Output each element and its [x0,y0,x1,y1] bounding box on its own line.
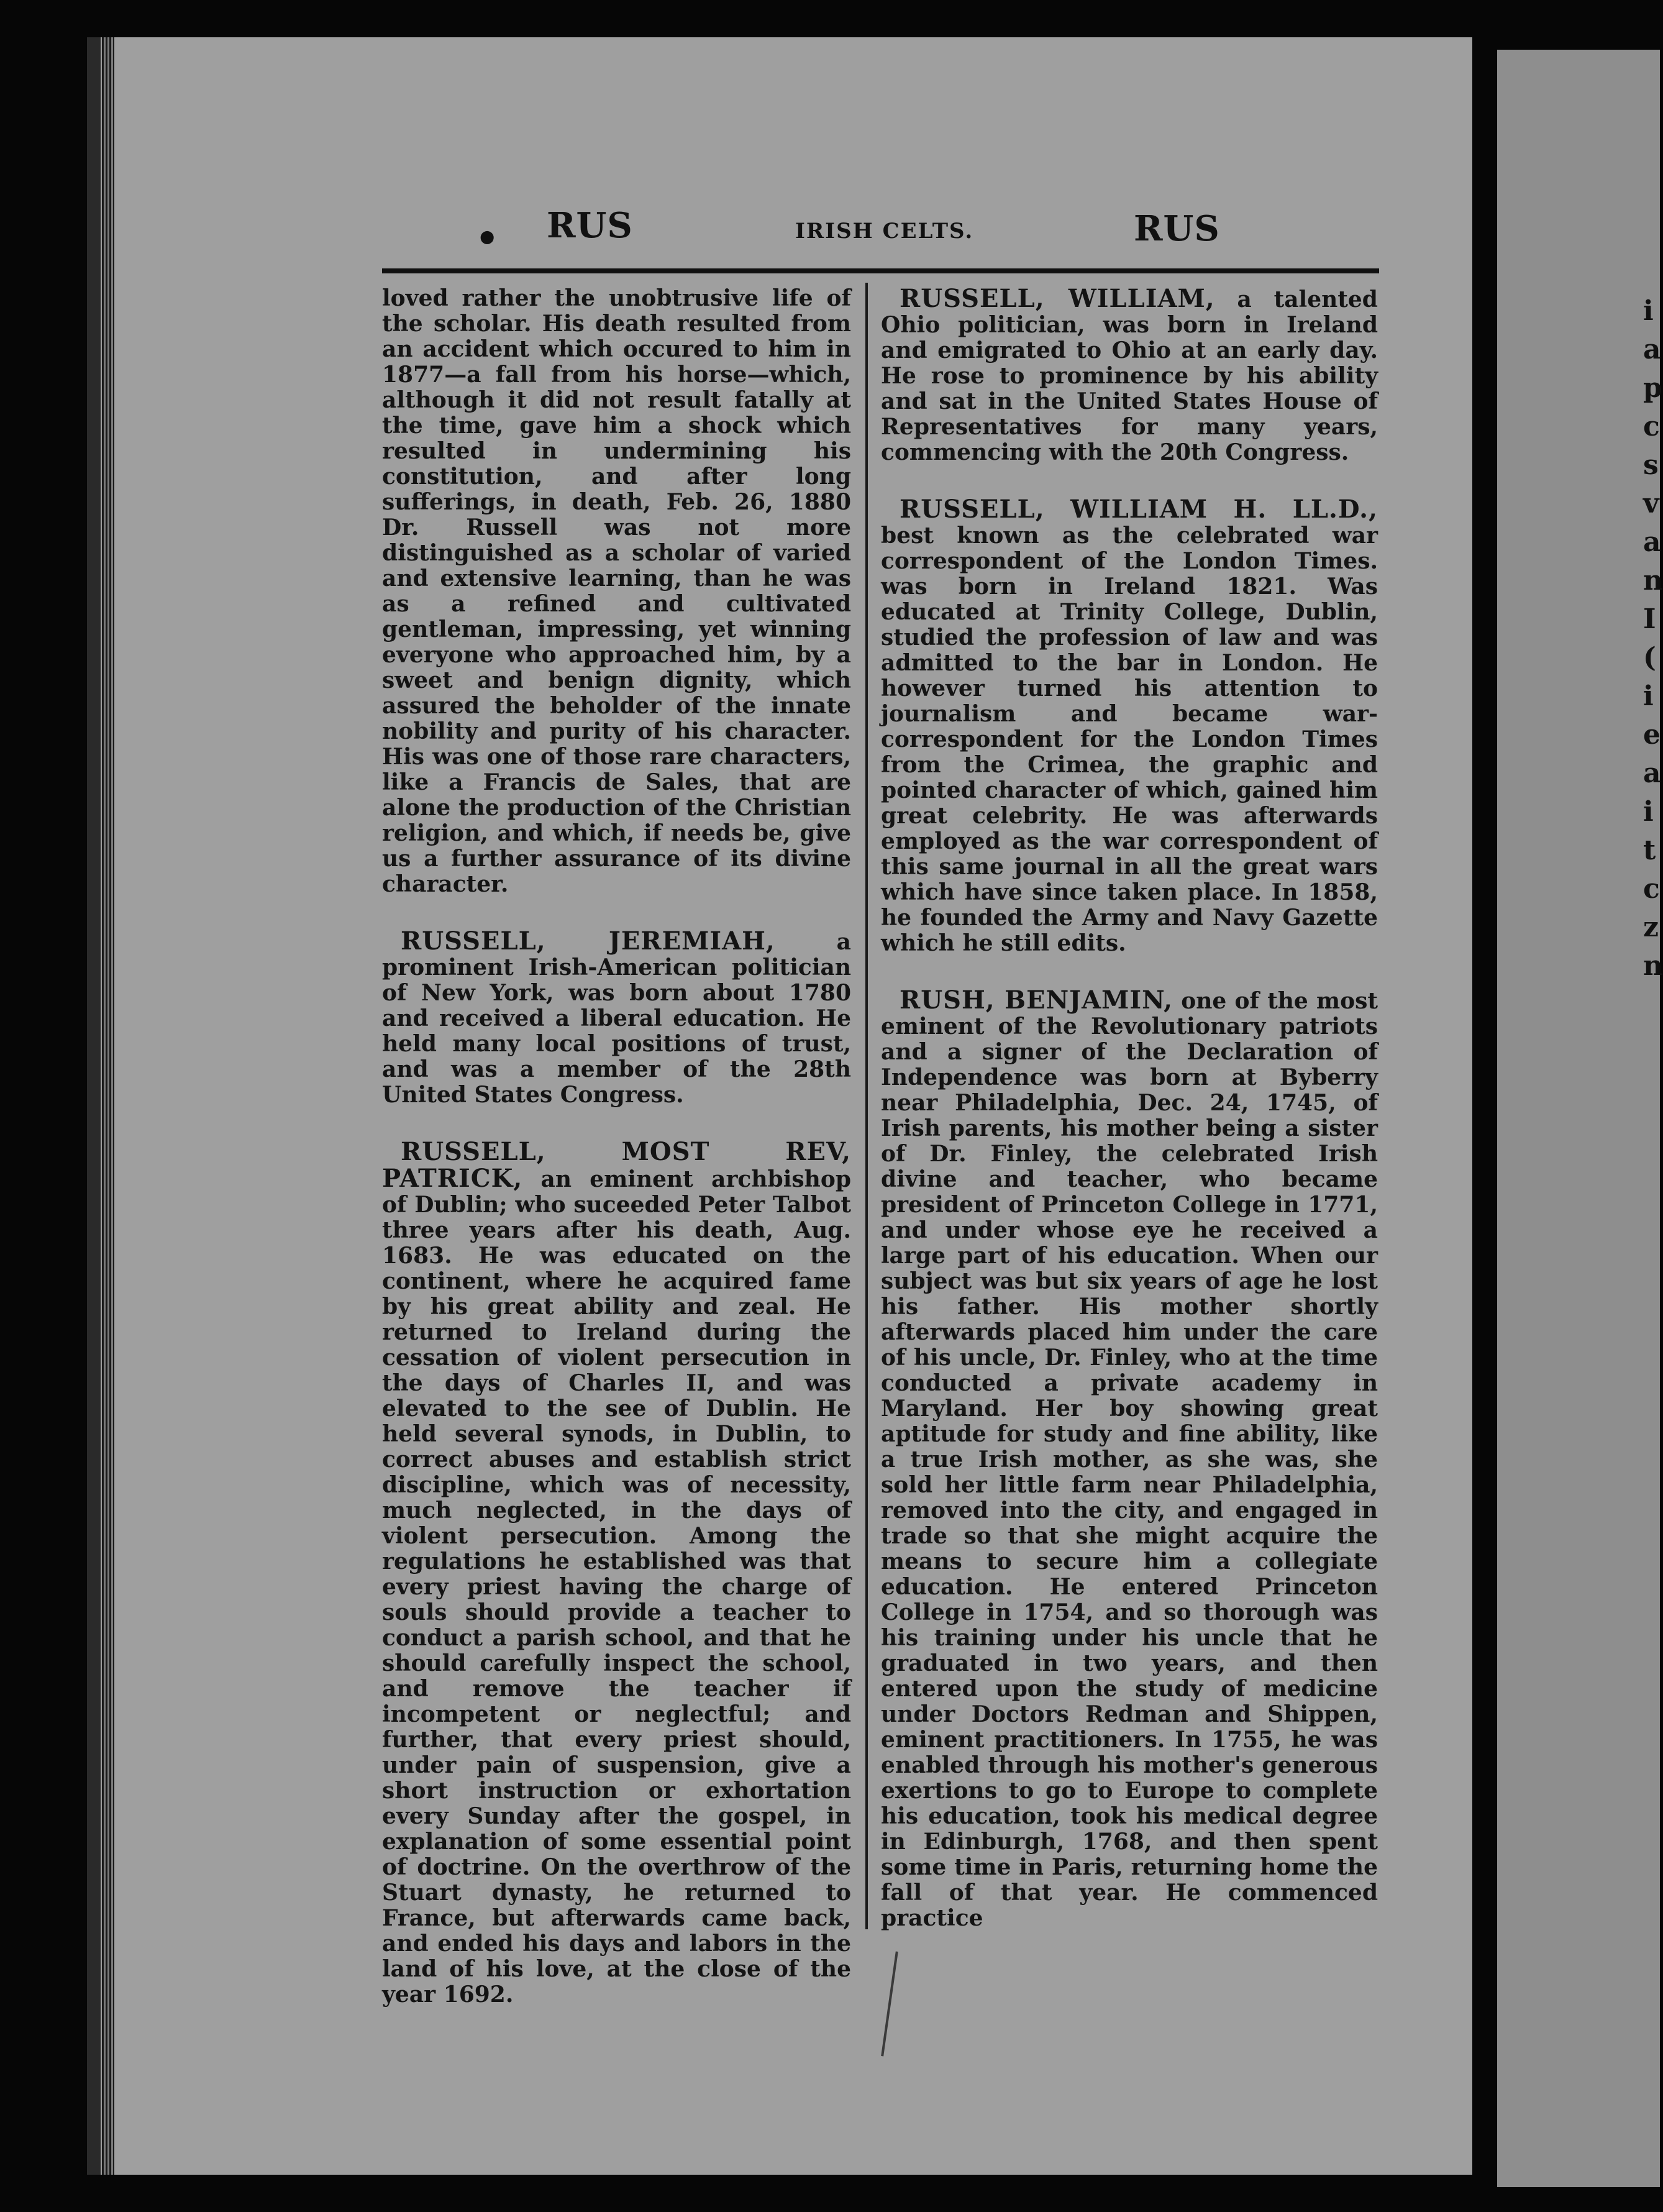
entry-name: RUSSELL, WILLIAM, [900,284,1215,313]
entry-name: RUSSELL, JEREMIAH, [401,926,775,956]
running-head-left: RUS [547,205,633,246]
continued-paragraph: loved rather the unobtrusive life of the scholar. His death resulted from an accident which occured to him in 1877—a fall from his horse—which, although it did not result fatally at the time, gave him a shock which resulted in undermining his constitution, and after long sufferings, in death, Feb. 26, 1880 Dr. Russell was not more distinguished as a scholar of varied and extensive learning, than he was as a refined and cultivated gentleman, impressing, yet winning everyone who approached him, by a sweet and benign dignity, which assured the beholder of the innate nobility and purity of his character. His was one of those rare characters, like a Francis de Sales, that are alone the production of the Christian religion, and which, if needs be, give us a further assurance of its divine character. [382,285,851,897]
header-dot: • [475,217,499,261]
adjacent-page-text: i a p c s v a n I ( i e a i t c z n [1643,295,1663,982]
left-column [382,286,851,2008]
entry-text: a talented Ohio politician, was born in Ireland and emigrated to Ohio at an early day. He rose to prominence by his ability and sat in the United States House of Representatives for many years, commencing with the 20th Congress. [881,286,1378,465]
entry-william-russell [881,286,1378,465]
entry-text: an eminent archbishop of Dublin; who suceeded Peter Talbot three years after his death, Aug. 1683. He was educated on the continent, where he acquired fame by his great ability and zeal. He returned to Ireland during the cessation of violent persecution in the days of Charles II, and was elevated to the see of Dublin. He held several synods, in Dublin, to correct abuses and establish strict discipline, which was of necessity, much neglected, in the days of violent persecution. Among the regulations he established was that every priest having the charge of souls should provide a teacher to conduct a parish school, and that he should carefully inspect the school, and remove the teacher if incompetent or neglectful; and further, that every priest should, under pain of suspension, give a short instruction or exhortation every Sunday after the gospel, in explanation of some essential point of doctrine. On the overthrow of the Stuart dynasty, he returned to France, but afterwards came back, and ended his days and labors in the land of his love, at the close of the year 1692. [382,1166,851,2008]
header-rule [382,268,1379,273]
running-head-title: IRISH CELTS. [795,219,974,244]
entry-name: RUSH, BENJAMIN, [900,985,1173,1015]
adjacent-page [1497,50,1663,2187]
entry-name: RUSSELL, MOST REV, PATRICK, [382,1137,851,1193]
entry-name: RUSSELL, WILLIAM H. LL.D., [900,495,1378,524]
entry-text: one of the most eminent of the Revolutionary patriots and a signer of the Declaration of Independence was born at Byberry near Philadelphia, Dec. 24, 1745, of Irish parents, his mother being a sister of Dr. Finley, the celebrated Irish divine and teacher, who became president of Princeton College in 1771, and under whose eye he received a large part of his education. When our subject was but six years of age he lost his father. His mother shortly afterwards placed him under the care of his uncle, Dr. Finley, who at the time conducted a private academy in Maryland. Her boy showing great aptitude for study and fine ability, like a true Irish mother, as she was, she sold her little farm near Philadelphia, removed into the city, and engaged in trade so that she might acquire the means to secure him a collegiate education. He entered Princeton College in 1754, and so thorough was his training under his uncle that he graduated in two years, and then entered upon the study of medicine under Doctors Redman and Shippen, eminent practitioners. In 1755, he was enabled through his mother's generous exertions to go to Europe to complete his education, took his medical degree in Edinburgh, 1768, and then spent some time in Paris, returning home the fall of that year. He commenced practice [881,988,1378,1931]
column-divider [865,283,868,1929]
entry-jeremiah-russell [382,928,851,1108]
entry-benjamin-rush [881,987,1378,1931]
entry-text: a prominent Irish-American politician of New York, was born about 1780 and received a liberal education. He held many local positions of trust, and was a member of the 28th United States Congress. [382,929,852,1108]
page-edge [102,37,114,2175]
right-column [881,286,1378,1931]
running-head-right: RUS [1134,208,1220,249]
entry-william-h-russell [881,496,1378,956]
entry-patrick-russell [382,1139,851,2008]
entry-text: best known as the celebrated war correspondent of the London Times. was born in Ireland 1821. Was educated at Trinity College, Dublin, studied the profession of law and was admitted to the bar in London. He however turned his attention to journalism and became war-correspondent for the London Times from the Crimea, the graphic and pointed character of which, gained him great celebrity. He was afterwards employed as the war correspondent of this same journal in all the great wars which have since taken place. In 1858, he founded the Army and Navy Gazette which he still edits. [881,523,1378,956]
